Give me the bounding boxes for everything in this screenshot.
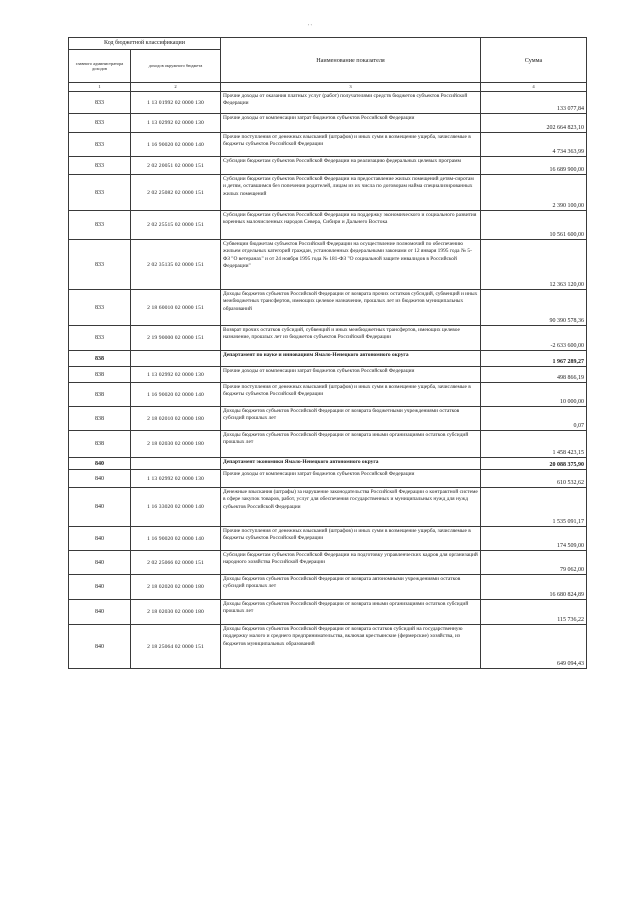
- cell-indicator-name: Субсидии бюджетам субъектов Российской Федерации на реализацию федеральных целевых программ: [221, 157, 481, 175]
- cell-income-code: [131, 351, 221, 367]
- cell-amount: 90 390 578,36: [481, 290, 587, 326]
- cell-admin-code: 838: [69, 383, 131, 407]
- cell-income-code: 1 16 90020 02 0000 140: [131, 133, 221, 157]
- cell-amount: 16 689 900,00: [481, 157, 587, 175]
- header-number-row: [69, 83, 587, 92]
- header-sum: Сумма: [481, 38, 587, 83]
- cell-amount: 12 363 120,00: [481, 240, 587, 290]
- cell-amount: 610 532,62: [481, 470, 587, 488]
- cell-amount: 133 077,84: [481, 92, 587, 114]
- table-row: [69, 527, 587, 551]
- table-row: [69, 458, 587, 470]
- cell-indicator-name: Прочие доходы от компенсации затрат бюджетов субъектов Российской Федерации: [221, 367, 481, 383]
- table-row: [69, 367, 587, 383]
- cell-income-code: 2 02 25515 02 0000 151: [131, 211, 221, 240]
- cell-income-code: 1 13 01992 02 0000 130: [131, 92, 221, 114]
- table-row: [69, 431, 587, 458]
- cell-amount: 202 664 823,10: [481, 114, 587, 133]
- cell-admin-code: 840: [69, 600, 131, 625]
- budget-classification-table: [68, 37, 587, 669]
- cell-amount: 1 458 423,15: [481, 431, 587, 458]
- cell-indicator-name: Департамент экономики Ямало-Ненецкого автономного округа: [221, 458, 481, 470]
- cell-admin-code: 833: [69, 114, 131, 133]
- cell-amount: 174 509,00: [481, 527, 587, 551]
- cell-income-code: 2 02 20051 02 0000 151: [131, 157, 221, 175]
- cell-admin-code: 833: [69, 92, 131, 114]
- cell-indicator-name: Доходы бюджетов субъектов Российской Федерации от возврата иными организациями остатков субсидий прошлых лет: [221, 431, 481, 458]
- cell-indicator-name: Доходы бюджетов субъектов Российской Федерации от возврата автономными учреждениями остатков субсидий прошлых лет: [221, 575, 481, 600]
- cell-income-code: [131, 458, 221, 470]
- table-row: [69, 114, 587, 133]
- table-row: [69, 175, 587, 211]
- table-row: [69, 407, 587, 431]
- cell-admin-code: 840: [69, 625, 131, 669]
- cell-amount: 16 680 824,89: [481, 575, 587, 600]
- cell-admin-code: 833: [69, 157, 131, 175]
- header-admin: главного администратора доходов: [69, 50, 131, 83]
- cell-admin-code: 833: [69, 133, 131, 157]
- cell-amount: 10 000,00: [481, 383, 587, 407]
- cell-amount: 79 062,00: [481, 551, 587, 575]
- header-code: доходов окружного бюджета: [131, 50, 221, 83]
- cell-income-code: 1 16 33020 02 0000 140: [131, 488, 221, 527]
- table-row: [69, 625, 587, 669]
- cell-amount: 0,07: [481, 407, 587, 431]
- cell-admin-code: 838: [69, 367, 131, 383]
- table-row: [69, 488, 587, 527]
- header-number-2: 2: [131, 83, 221, 92]
- cell-amount: 1 535 091,17: [481, 488, 587, 527]
- cell-amount: 10 561 600,00: [481, 211, 587, 240]
- cell-indicator-name: Субсидии бюджетам субъектов Российской Федерации на поддержку экономического и социального развития коренных малочисленных народов Севера, Сибири и Дальнего Востока: [221, 211, 481, 240]
- cell-income-code: 2 18 60010 02 0000 151: [131, 290, 221, 326]
- table-row: [69, 470, 587, 488]
- header-number-1: 1: [69, 83, 131, 92]
- cell-income-code: 1 16 90020 02 0000 140: [131, 383, 221, 407]
- cell-amount: -2 633 600,00: [481, 326, 587, 351]
- table-row: [69, 133, 587, 157]
- cell-amount: 649 094,43: [481, 625, 587, 669]
- cell-amount: 498 866,19: [481, 367, 587, 383]
- table-row: [69, 290, 587, 326]
- header-group-label: Код бюджетной классификации: [69, 38, 221, 50]
- cell-indicator-name: Доходы бюджетов субъектов Российской Федерации от возврата иными организациями остатков субсидий прошлых лет: [221, 600, 481, 625]
- cell-indicator-name: Субвенции бюджетам субъектов Российской Федерации на осуществление полномочий по обеспечению жильем отдельных категорий граждан, установленных федеральными законами от 12 января 1995 года № 5-ФЗ "О ветеранах" и от 24 ноября 1995 года № 181-ФЗ "О социальной защите инвалидов в Российской Федерации": [221, 240, 481, 290]
- cell-indicator-name: Прочие поступления от денежных взысканий (штрафов) и иных сумм в возмещение ущерба, зачисляемые в бюджеты субъектов Российской Федерации: [221, 383, 481, 407]
- cell-admin-code: 838: [69, 351, 131, 367]
- table-row: [69, 92, 587, 114]
- cell-indicator-name: Денежные взыскания (штрафы) за нарушение законодательства Российской Федерации о контрактной системе в сфере закупок товаров, работ, услуг для обеспечения государственных и муниципальных нужд для нужд субъектов Российской Федерации: [221, 488, 481, 527]
- cell-admin-code: 833: [69, 326, 131, 351]
- cell-indicator-name: Прочие доходы от оказания платных услуг (работ) получателями средств бюджетов субъектов Российской Федерации: [221, 92, 481, 114]
- cell-income-code: 2 18 25064 02 0000 151: [131, 625, 221, 669]
- table-row: [69, 383, 587, 407]
- cell-admin-code: 840: [69, 551, 131, 575]
- cell-indicator-name: Прочие доходы от компенсации затрат бюджетов субъектов Российской Федерации: [221, 470, 481, 488]
- header-number-4: 4: [481, 83, 587, 92]
- cell-income-code: 2 18 02030 02 0000 180: [131, 600, 221, 625]
- cell-indicator-name: Возврат прочих остатков субсидий, субвенций и иных межбюджетных трансфертов, имеющих целевое назначение, прошлых лет из бюджетов субъектов Российской Федерации: [221, 326, 481, 351]
- cell-income-code: 2 18 02030 02 0000 180: [131, 431, 221, 458]
- cell-admin-code: 840: [69, 470, 131, 488]
- table-row: [69, 326, 587, 351]
- cell-indicator-name: Прочие поступления от денежных взысканий (штрафов) и иных сумм в возмещение ущерба, зачисляемые в бюджеты субъектов Российской Федерации: [221, 527, 481, 551]
- cell-income-code: 2 18 02010 02 0000 180: [131, 407, 221, 431]
- cell-indicator-name: Доходы бюджетов субъектов Российской Федерации от возврата остатков субсидий на государственную поддержку малого и среднего предпринимательства, включая крестьянские (фермерские) хозяйства, из бюджетов муниципальных образований: [221, 625, 481, 669]
- cell-income-code: 1 16 90020 02 0000 140: [131, 527, 221, 551]
- cell-income-code: 1 13 02992 02 0000 130: [131, 114, 221, 133]
- cell-amount: 4 734 363,99: [481, 133, 587, 157]
- cell-income-code: 1 13 02992 02 0000 130: [131, 367, 221, 383]
- cell-amount: 1 967 289,27: [481, 351, 587, 367]
- header-name: Наименование показателя: [221, 38, 481, 83]
- cell-indicator-name: Доходы бюджетов субъектов Российской Федерации от возврата прочих остатков субсидий, субвенций и иных межбюджетных трансфертов, имеющих целевое назначение, прошлых лет из бюджетов муниципальных образований: [221, 290, 481, 326]
- cell-amount: 20 088 375,90: [481, 458, 587, 470]
- cell-amount: 2 390 100,00: [481, 175, 587, 211]
- table-row: [69, 351, 587, 367]
- cell-income-code: 1 13 02992 02 0000 130: [131, 470, 221, 488]
- cell-income-code: 2 02 25066 02 0000 151: [131, 551, 221, 575]
- cell-income-code: 2 02 35135 02 0000 151: [131, 240, 221, 290]
- cell-income-code: 2 19 90000 02 0000 151: [131, 326, 221, 351]
- table-row: [69, 551, 587, 575]
- table-body: [69, 92, 587, 669]
- cell-admin-code: 833: [69, 290, 131, 326]
- cell-indicator-name: Департамент по науке и инновациям Ямало-Ненецкого автономного округа: [221, 351, 481, 367]
- table-row: [69, 600, 587, 625]
- cell-income-code: 2 18 02020 02 0000 180: [131, 575, 221, 600]
- cell-admin-code: 833: [69, 175, 131, 211]
- cell-income-code: 2 02 25082 02 0000 151: [131, 175, 221, 211]
- cell-admin-code: 840: [69, 575, 131, 600]
- cell-admin-code: 840: [69, 458, 131, 470]
- table-row: [69, 157, 587, 175]
- cell-admin-code: 838: [69, 431, 131, 458]
- table-row: [69, 575, 587, 600]
- cell-indicator-name: Прочие поступления от денежных взысканий (штрафов) и иных сумм в возмещение ущерба, зачисляемые в бюджеты субъектов Российской Федерации: [221, 133, 481, 157]
- page-mark: ' ': [308, 24, 312, 30]
- cell-indicator-name: Прочие доходы от компенсации затрат бюджетов субъектов Российской Федерации: [221, 114, 481, 133]
- table-row: [69, 211, 587, 240]
- cell-indicator-name: Субсидии бюджетам субъектов Российской Федерации на подготовку управленческих кадров для организаций народного хозяйства Российской Федерации: [221, 551, 481, 575]
- cell-indicator-name: Субсидии бюджетам субъектов Российской Федерации на предоставление жилых помещений детям-сиротам и детям, оставшимся без попечения родителей, лицам из их числа по договорам найма специализированных жилых помещений: [221, 175, 481, 211]
- table-row: [69, 240, 587, 290]
- cell-indicator-name: Доходы бюджетов субъектов Российской Федерации от возврата бюджетными учреждениями остатков субсидий прошлых лет: [221, 407, 481, 431]
- cell-admin-code: 840: [69, 488, 131, 527]
- cell-admin-code: 833: [69, 240, 131, 290]
- header-number-3: 3: [221, 83, 481, 92]
- cell-amount: 115 736,22: [481, 600, 587, 625]
- cell-admin-code: 833: [69, 211, 131, 240]
- cell-admin-code: 840: [69, 527, 131, 551]
- cell-admin-code: 838: [69, 407, 131, 431]
